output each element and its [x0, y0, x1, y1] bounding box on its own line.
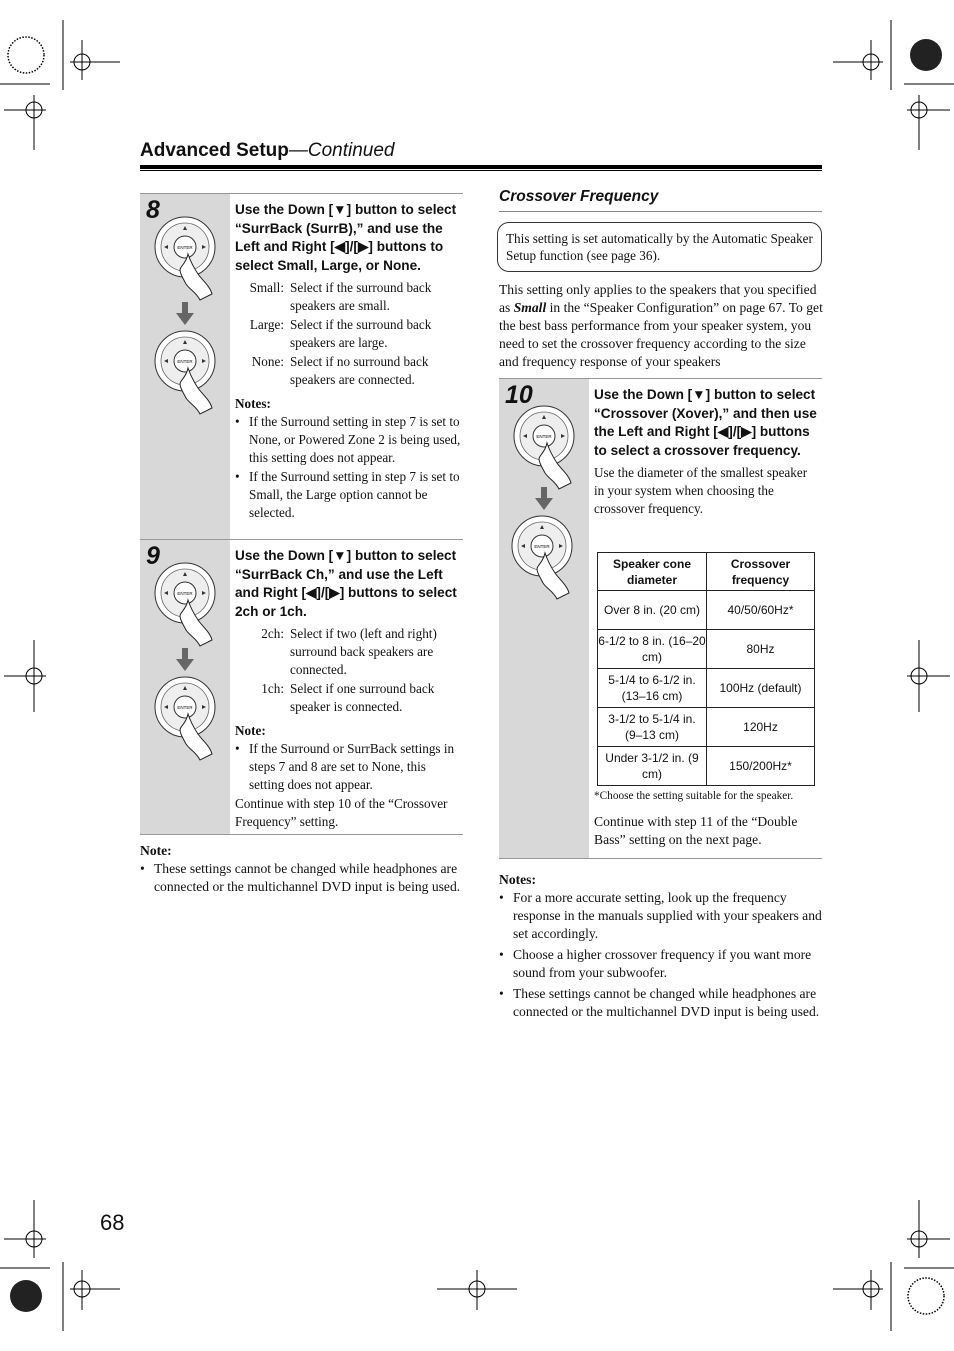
option-2ch: 2ch [235, 603, 259, 619]
intro-text: in the “Speaker Configuration” on page 67. To get the best bass performance from your speaker system, you need to set the crossover frequency according to the size and frequency response of your speakers [499, 300, 823, 369]
enter-label: ENTER [177, 245, 193, 250]
section-rule [499, 211, 822, 212]
option-desc: Select if one surround back speaker is connected. [290, 681, 435, 714]
option-term: Large: [249, 317, 284, 332]
header-rule-thin [140, 170, 822, 171]
note-item: • If the Surround setting in step 7 is set to None, or Powered Zone 2 is being used, this setting does not appear. [235, 413, 463, 467]
option-term: 1ch: [261, 681, 284, 696]
step-10-body [594, 386, 820, 518]
step-8-notes [235, 413, 463, 522]
table-footnote: *Choose the setting suitable for the speaker. [594, 790, 794, 802]
step-9-body [235, 547, 463, 831]
option-term: 2ch: [261, 626, 284, 641]
step-9-note-heading: Note: [235, 723, 266, 738]
instruction-text: , or [358, 257, 384, 273]
table-cell: Over 8 in. (20 cm) [598, 591, 707, 630]
bottom-notes-heading: Notes: [499, 872, 536, 887]
step-8-body [235, 201, 463, 523]
header-title: Advanced Setup [140, 140, 289, 161]
enter-label: ENTER [534, 544, 550, 549]
step-10-number: 10 [505, 381, 533, 409]
step-9-instruction [235, 547, 463, 621]
step-9-continue: Continue with step 10 of the “Crossover Frequency” setting. [235, 796, 448, 829]
table-row [598, 708, 815, 747]
instruction-text: , [313, 257, 322, 273]
step-9-options [235, 625, 463, 716]
intro-emphasis: Small [513, 300, 547, 315]
step-10-text: Use the diameter of the smallest speaker in your system when choosing the crossover frequency. [594, 465, 808, 516]
step-10-continue: Continue with step 11 of the “Double Bass” setting on the next page. [594, 814, 798, 847]
option-1ch: 1ch [279, 603, 304, 619]
page-number: 68 [100, 1210, 125, 1235]
note-item: • If the Surround or SurrBack settings in steps 7 and 8 are set to None, this setting does not appear. [235, 740, 463, 794]
option-small: Small [277, 257, 314, 273]
step-10 [499, 378, 822, 859]
step-8-options [235, 279, 463, 389]
enter-label: ENTER [177, 591, 193, 596]
instruction-text: Use the Down [▼] button to select “SurrBack Ch,” and use the Left and Right [◀]/[▶] buttons to select [235, 548, 457, 600]
enter-label: ENTER [177, 705, 193, 710]
table-cell: 3-1/2 to 5-1/4 in. (9–13 cm) [598, 708, 707, 747]
bottom-notes [499, 871, 824, 1022]
remote-arrow-pad-icon [154, 562, 220, 648]
step-8 [140, 193, 463, 540]
enter-label: ENTER [177, 359, 193, 364]
instruction-text: . [417, 257, 421, 273]
table-row [598, 630, 815, 669]
note-item: • These settings cannot be changed while headphones are connected or the multichannel DVD input is being used. [499, 985, 824, 1021]
remote-arrow-pad-icon [511, 515, 577, 601]
down-arrow-icon [176, 302, 194, 331]
header-rule [140, 165, 822, 169]
section-title: Crossover Frequency [499, 188, 659, 205]
crossover-intro [499, 281, 824, 371]
option-desc: Select if two (left and right) surround back speakers are connected. [290, 626, 437, 677]
step-10-instruction: Use the Down [▼] button to select “Crossover (Xover),” and then use the Left and Right [◀]/[▶] buttons to select a crossover frequency. [594, 387, 817, 458]
table-cell: 100Hz (default) [707, 669, 815, 708]
step-9-number: 9 [146, 542, 160, 570]
down-arrow-icon [176, 648, 194, 677]
left-note [140, 842, 465, 897]
remote-arrow-pad-icon [154, 216, 220, 302]
auto-setup-note-box: This setting is set automatically by the Automatic Speaker Setup function (see page 36). [497, 222, 822, 272]
table-row [598, 747, 815, 786]
step-8-notes-heading: Notes: [235, 396, 271, 411]
table-cell: 5-1/4 to 6-1/2 in. (13–16 cm) [598, 669, 707, 708]
crossover-table [597, 552, 815, 786]
table-cell: Under 3-1/2 in. (9 cm) [598, 747, 707, 786]
table-header: Crossover frequency [707, 553, 815, 591]
note-item: • For a more accurate setting, look up the frequency response in the manuals supplied with your speakers and set accordingly. [499, 889, 824, 943]
remote-arrow-pad-icon [513, 405, 579, 491]
table-row [598, 669, 815, 708]
left-note-list [140, 860, 465, 896]
option-term: Small: [249, 280, 284, 295]
step-9-notes [235, 740, 463, 794]
intro-text: This setting only applies to the speakers that you specified as [499, 282, 817, 315]
enter-label: ENTER [536, 434, 552, 439]
header-continued: —Continued [288, 140, 395, 161]
step-8-number: 8 [146, 196, 160, 224]
option-large: Large [321, 257, 359, 273]
instruction-text: . [303, 603, 307, 619]
table-row [598, 591, 815, 630]
instruction-text: Use the Down [▼] button to select “SurrBack (SurrB),” and use the Left and Right [◀]/[▶] buttons to select [235, 202, 457, 273]
table-cell: 40/50/60Hz* [707, 591, 815, 630]
option-desc: Select if the surround back speakers are large. [290, 317, 432, 350]
table-header-row [598, 553, 815, 591]
bottom-notes-list [499, 889, 824, 1021]
table-header: Speaker cone diameter [598, 553, 707, 591]
option-term: None: [251, 354, 284, 369]
left-note-heading: Note: [140, 843, 172, 858]
option-desc: Select if the surround back speakers are small. [290, 280, 432, 313]
remote-arrow-pad-icon [154, 330, 220, 416]
table-cell: 150/200Hz* [707, 747, 815, 786]
step-8-instruction [235, 201, 463, 275]
page-header [140, 140, 395, 162]
table-cell: 120Hz [707, 708, 815, 747]
option-desc: Select if no surround back speakers are connected. [290, 354, 429, 387]
note-item: • If the Surround setting in step 7 is set to Small, the Large option cannot be selected. [235, 468, 463, 522]
option-none: None [383, 257, 418, 273]
table-cell: 80Hz [707, 630, 815, 669]
step-9 [140, 539, 463, 835]
instruction-text: or [258, 603, 280, 619]
note-item: • Choose a higher crossover frequency if you want more sound from your subwoofer. [499, 946, 824, 982]
table-cell: 6-1/2 to 8 in. (16–20 cm) [598, 630, 707, 669]
down-arrow-icon [535, 487, 553, 516]
remote-arrow-pad-icon [154, 676, 220, 762]
note-item: • These settings cannot be changed while headphones are connected or the multichannel DVD input is being used. [140, 860, 465, 896]
